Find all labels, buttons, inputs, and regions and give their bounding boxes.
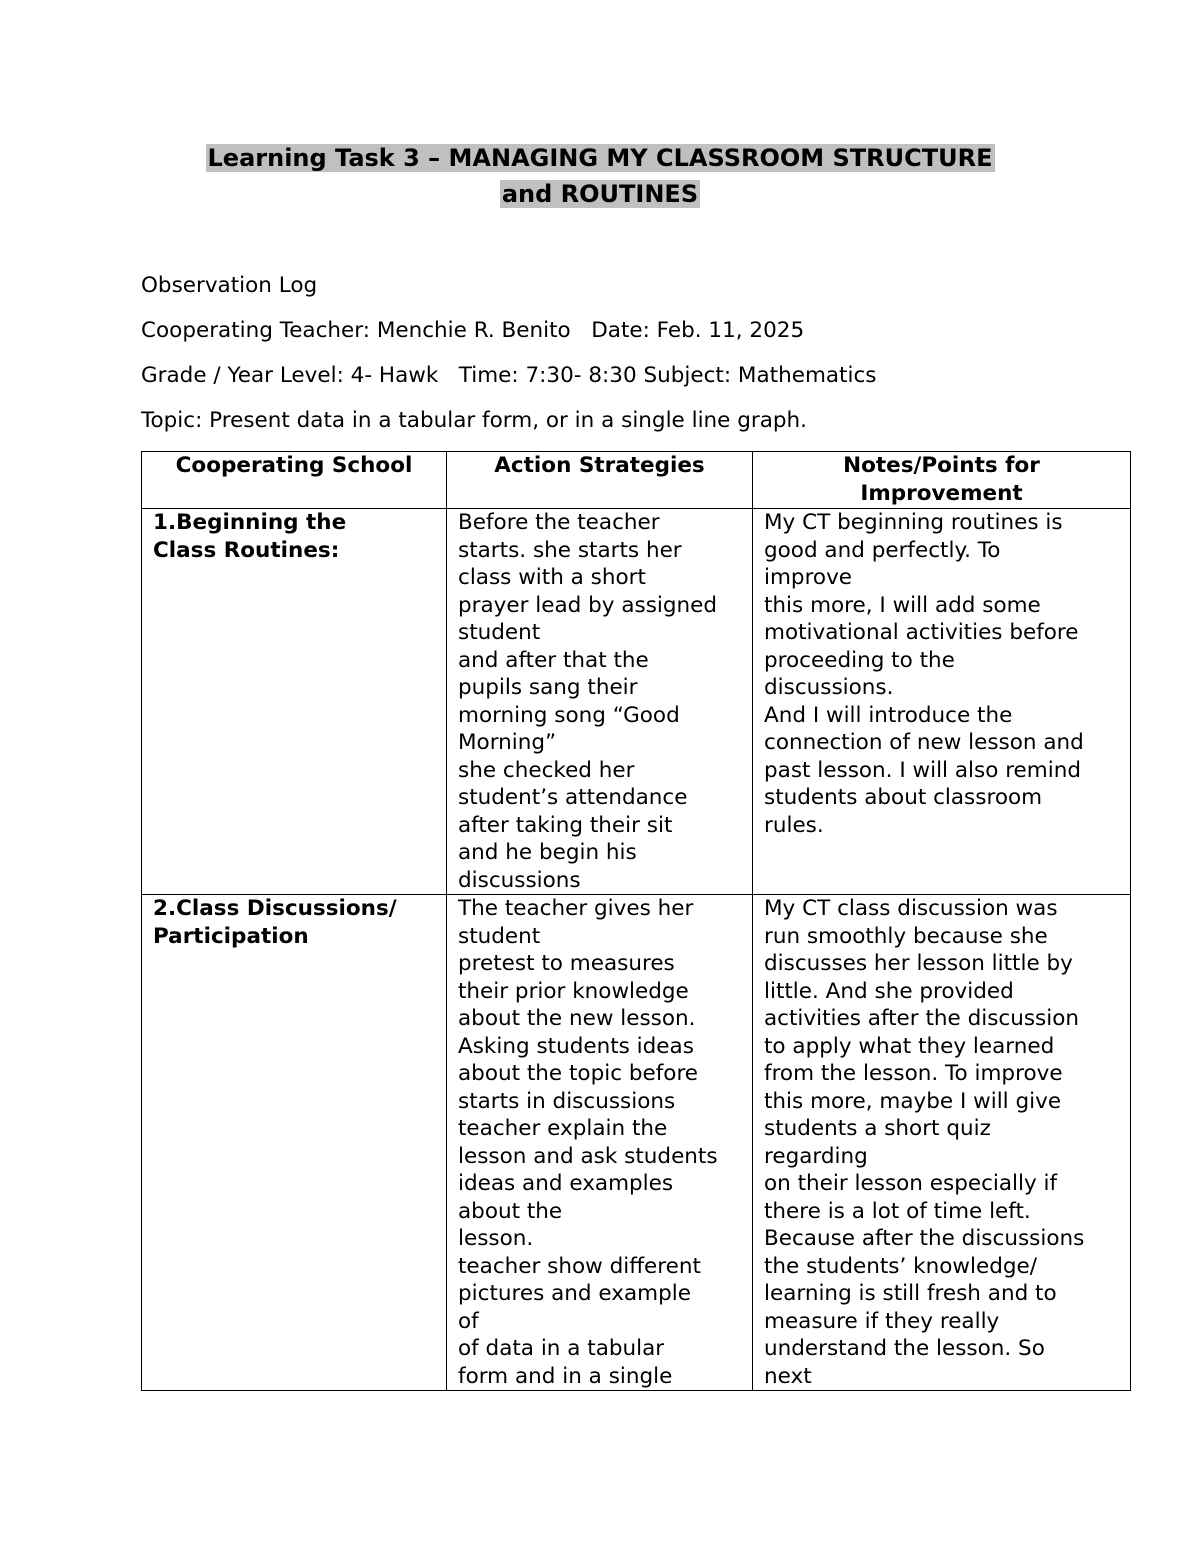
header-notes-improvement: Notes/Points for Improvement <box>753 452 1131 509</box>
cell-line: 2.Class Discussions/ <box>153 896 397 921</box>
cell-line: and he begin his <box>458 840 637 865</box>
cell-line: Before the teacher <box>458 510 660 535</box>
cell-line: Because after the discussions <box>764 1226 1085 1251</box>
cell-line: their prior knowledge <box>458 978 689 1004</box>
cooperating-teacher-line: Cooperating Teacher: Menchie R. Benito Date: Feb. 11, 2025 <box>141 318 805 343</box>
observation-log-label: Observation Log <box>141 273 318 298</box>
cell-line: starts in discussions <box>458 1088 676 1114</box>
header-action-strategies: Action Strategies <box>447 452 753 509</box>
cell-line: of data in a tabular <box>458 1336 665 1361</box>
cell-line: about the new lesson. <box>458 1006 696 1031</box>
cell-line: learning is still fresh and to <box>764 1281 1057 1306</box>
title-line-1: Learning Task 3 – MANAGING MY CLASSROOM STRUCTURE <box>207 144 993 172</box>
observation-table <box>141 451 1131 1391</box>
cell-line: lesson. <box>458 1226 534 1251</box>
cell-line: students about classroom <box>764 785 1043 810</box>
cell-line: there is a lot of time left. <box>764 1198 1031 1224</box>
school-cell <box>142 895 447 1391</box>
cell-line: of <box>458 1308 479 1334</box>
table-row <box>142 509 1131 895</box>
cell-line: form and in a single <box>458 1363 673 1389</box>
cell-line: understand the lesson. So <box>764 1336 1045 1361</box>
cell-line: this more, maybe I will give <box>764 1088 1062 1114</box>
cell-line: lesson and ask students <box>458 1143 718 1169</box>
table-header-row <box>142 452 1131 509</box>
cell-line: next <box>764 1363 812 1389</box>
school-cell <box>142 509 447 895</box>
cell-line: My CT class discussion was <box>764 896 1058 921</box>
cell-line: ideas and examples <box>458 1171 674 1196</box>
topic-line: Topic: Present data in a tabular form, or in a single line graph. <box>141 408 808 433</box>
cell-line: student <box>458 620 541 645</box>
cell-line: discussions <box>458 867 581 893</box>
cell-line: pictures and example <box>458 1281 691 1306</box>
document-title <box>100 140 1100 212</box>
grade-level-line: Grade / Year Level: 4- Hawk Time: 7:30- 8:30 Subject: Mathematics <box>141 363 877 388</box>
cell-line: on their lesson especially if <box>764 1171 1058 1196</box>
cell-line: to apply what they learned <box>764 1033 1055 1059</box>
cell-line: and after that the <box>458 647 649 673</box>
cell-line: starts. she starts her <box>458 537 682 563</box>
cell-line: pupils sang their <box>458 675 638 700</box>
cell-line: she checked her <box>458 757 635 783</box>
cell-line: 1.Beginning the <box>153 510 347 535</box>
cell-line: this more, I will add some <box>764 592 1041 618</box>
cell-line: motivational activities before <box>764 620 1079 645</box>
cell-line: discussions. <box>764 675 894 700</box>
cell-line: about the <box>458 1198 563 1224</box>
cell-line: measure if they really <box>764 1308 1000 1334</box>
title-line-2: and ROUTINES <box>501 180 699 208</box>
cell-line: The teacher gives her <box>458 896 694 921</box>
cell-line: about the topic before <box>458 1061 699 1086</box>
cell-line: good and perfectly. To <box>764 537 1001 563</box>
cell-line: And I will introduce the <box>764 702 1013 728</box>
strategies-cell <box>447 895 753 1391</box>
cell-line: morning song “Good <box>458 702 680 728</box>
cell-line: rules. <box>764 812 824 838</box>
table-row <box>142 895 1131 1391</box>
cell-line: discusses her lesson little by <box>764 951 1073 976</box>
cell-line: class with a short <box>458 565 646 590</box>
cell-line: run smoothly because she <box>764 923 1048 949</box>
cell-line: student’s attendance <box>458 785 688 810</box>
cell-line: students a short quiz <box>764 1116 991 1141</box>
cell-line: past lesson. I will also remind <box>764 757 1081 783</box>
cell-line: teacher show different <box>458 1253 701 1279</box>
cell-line: activities after the discussion <box>764 1006 1080 1031</box>
cell-line: student <box>458 923 541 949</box>
cell-line: Morning” <box>458 730 557 755</box>
cell-line: regarding <box>764 1143 868 1169</box>
cell-line: pretest to measures <box>458 951 675 976</box>
cell-line: My CT beginning routines is <box>764 510 1063 535</box>
header-cooperating-school: Cooperating School <box>142 452 447 509</box>
cell-line: improve <box>764 565 853 590</box>
strategies-cell <box>447 509 753 895</box>
cell-line: proceeding to the <box>764 647 955 673</box>
cell-line: prayer lead by assigned <box>458 592 718 618</box>
notes-cell <box>753 509 1131 895</box>
cell-line: after taking their sit <box>458 812 673 838</box>
cell-line: little. And she provided <box>764 978 1014 1004</box>
cell-line: Asking students ideas <box>458 1033 694 1059</box>
cell-line: teacher explain the <box>458 1116 668 1141</box>
cell-line: the students’ knowledge/ <box>764 1253 1037 1279</box>
cell-line: from the lesson. To improve <box>764 1061 1063 1086</box>
notes-cell <box>753 895 1131 1391</box>
cell-line: Class Routines: <box>153 537 340 563</box>
cell-line: Participation <box>153 923 309 949</box>
cell-line: connection of new lesson and <box>764 730 1084 755</box>
